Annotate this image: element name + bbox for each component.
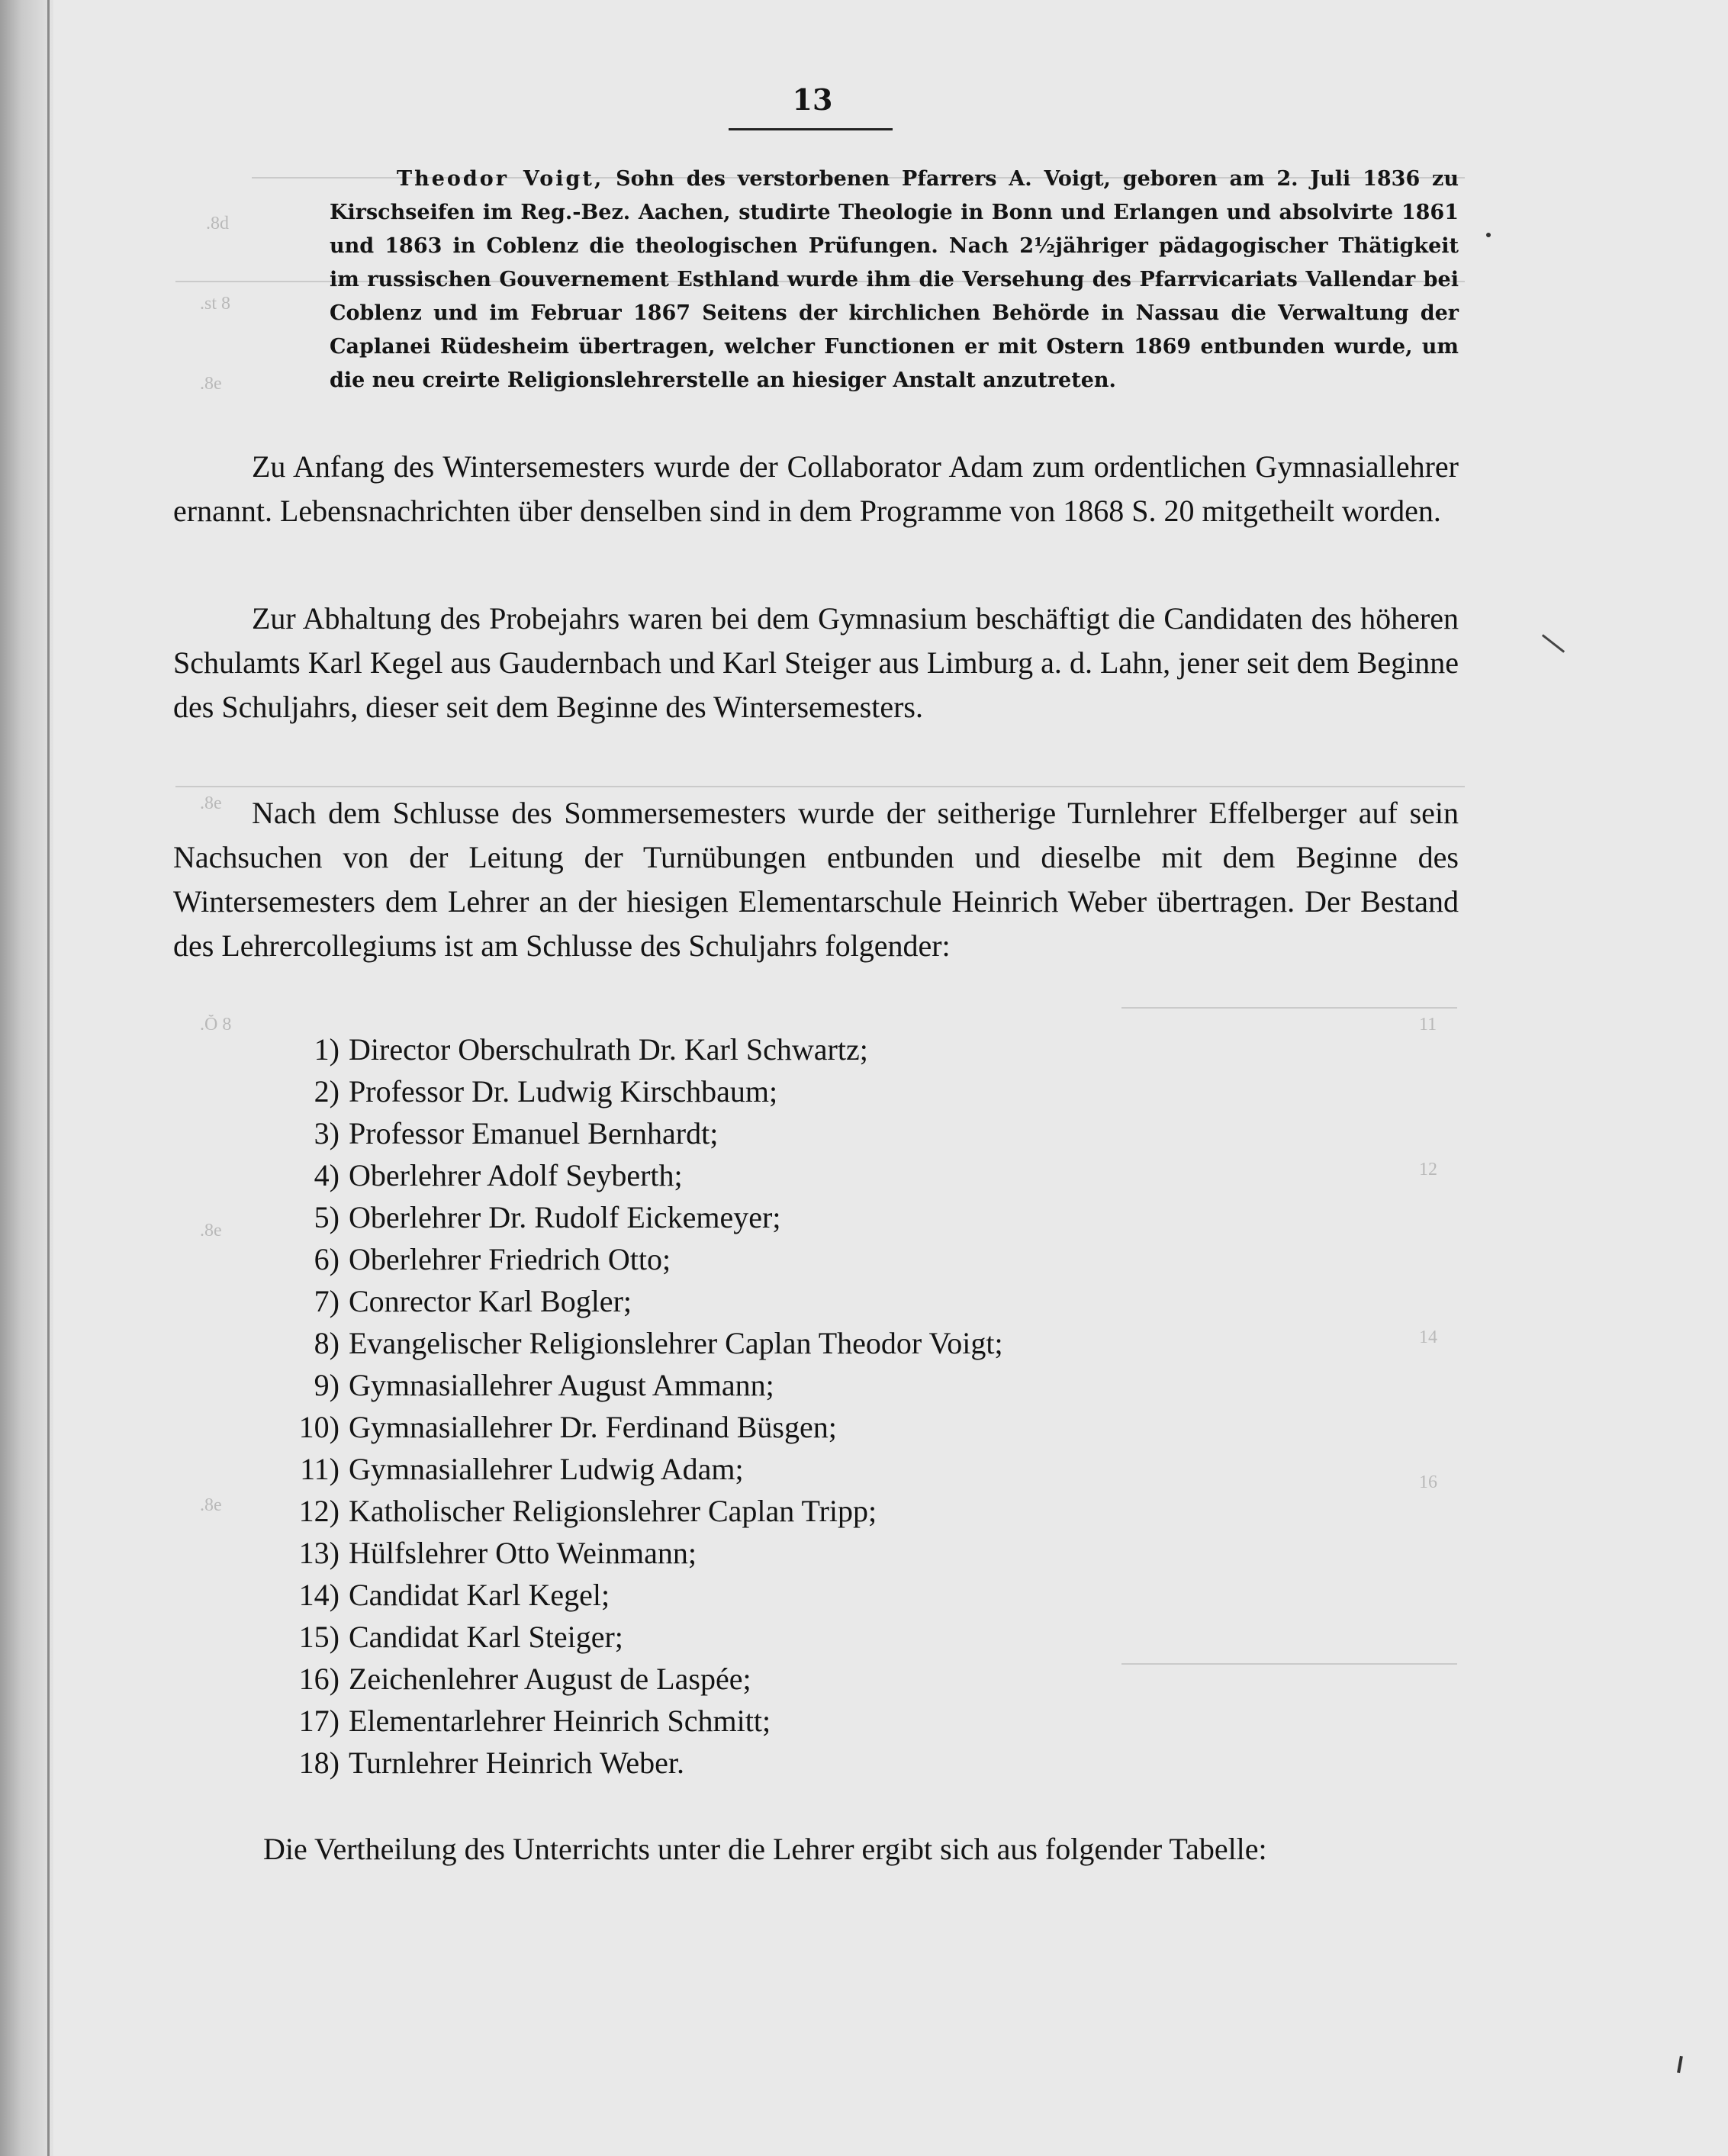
list-item (275, 1574, 1343, 1616)
page-number: 13 (792, 82, 833, 117)
list-item-number: 16) (298, 1662, 339, 1696)
list-item-number: 18) (298, 1746, 339, 1780)
paragraph-text: Zu Anfang des Wintersemesters wurde der Collaborator Adam zum ordentlichen Gymnasiallehrer ernannt. Lebensnachrichten über denselben sind in dem Programme von 1868 S. 20 mitgetheilt worden. (173, 449, 1459, 528)
list-item-text: Evangelischer Religionslehrer Caplan Theodor Voigt; (349, 1326, 1003, 1360)
list-item-text: Elementarlehrer Heinrich Schmitt; (349, 1704, 771, 1738)
list-item-number: 3) (314, 1116, 339, 1150)
list-item (275, 1448, 1343, 1490)
list-item-text: Candidat Karl Kegel; (349, 1578, 610, 1612)
paragraph-gymnastics-teacher (173, 791, 1459, 968)
ink-speck (1486, 233, 1491, 237)
show-through-text: .8d (206, 214, 229, 233)
list-item-number: 13) (298, 1536, 339, 1570)
page-number-rule (729, 128, 893, 130)
closing-sentence: Die Vertheilung des Unterrichts unter die Lehrer ergibt sich aus folgender Tabelle: (263, 1832, 1267, 1866)
list-item (275, 1280, 1343, 1322)
list-item-number: 5) (314, 1200, 339, 1234)
list-item-text: Hülfslehrer Otto Weinmann; (349, 1536, 697, 1570)
list-item (275, 1406, 1343, 1448)
list-item-number: 15) (298, 1620, 339, 1654)
paragraph-text: Nach dem Schlusse des Sommersemesters wurde der seitherige Turnlehrer Effelberger auf sein Nachsuchen von der Leitung der Turnübungen entbunden und dieselbe mit dem Beginne des Wintersemesters dem Lehrer an der hiesigen Elementarschule Heinrich Weber übertragen. Der Bestand des Lehrercollegiums ist am Schlusse des Schuljahrs folgender: (173, 796, 1459, 963)
list-item (275, 1028, 1343, 1070)
list-item (275, 1364, 1343, 1406)
list-item (275, 1658, 1343, 1700)
list-item-number: 2) (314, 1074, 339, 1109)
show-through-text: 11 (1419, 1015, 1437, 1035)
list-item-text: Oberlehrer Dr. Rudolf Eickemeyer; (349, 1200, 781, 1234)
show-through-text: .8e (200, 1495, 222, 1515)
show-through-line (175, 786, 1465, 787)
list-item-number: 10) (298, 1410, 339, 1444)
list-item-number: 12) (298, 1494, 339, 1528)
show-through-text: .8e (200, 374, 222, 394)
list-item (275, 1616, 1343, 1658)
list-item-text: Professor Emanuel Bernhardt; (349, 1116, 719, 1150)
list-item (275, 1112, 1343, 1154)
list-item (275, 1196, 1343, 1238)
list-item-text: Gymnasiallehrer Ludwig Adam; (349, 1452, 744, 1486)
list-item-text: Director Oberschulrath Dr. Karl Schwartz; (349, 1032, 868, 1067)
ink-stroke (1677, 2056, 1683, 2073)
biography-text: Sohn des verstorbenen Pfarrers A. Voigt, geboren am 2. Juli 1836 zu Kirschseifen im Reg.-Bez. Aachen, studirte Theologie in Bonn und Erlangen und absolvirte 1861 und 1863 in Coblenz die theologischen Prüfungen. Nach 2½jähriger pädagogischer Thätigkeit im russischen Gouvernement Esthland wurde ihm die Versehung des Pfarrvicariats Vallendar bei Coblenz und im Februar 1867 Seitens der kirchlichen Behörde in Nassau die Verwaltung der Caplanei Rüdesheim übertragen, welcher Functionen er mit Ostern 1869 entbunden wurde, um die neu creirte Religionslehrerstelle an hiesiger Anstalt anzutreten. (330, 167, 1459, 392)
list-item (275, 1154, 1343, 1196)
list-item-text: Gymnasiallehrer Dr. Ferdinand Büsgen; (349, 1410, 837, 1444)
list-item (275, 1742, 1343, 1784)
list-item (275, 1490, 1343, 1532)
show-through-line (1121, 1007, 1457, 1009)
list-item-number: 4) (314, 1158, 339, 1192)
show-through-text: 14 (1419, 1327, 1437, 1347)
list-item-text: Gymnasiallehrer August Ammann; (349, 1368, 774, 1402)
teacher-biography (330, 163, 1459, 397)
ink-stroke (1542, 634, 1565, 653)
list-item-text: Katholischer Religionslehrer Caplan Tripp; (349, 1494, 877, 1528)
list-item-number: 9) (314, 1368, 339, 1402)
list-item-number: 7) (314, 1284, 339, 1318)
list-item-text: Professor Dr. Ludwig Kirschbaum; (349, 1074, 778, 1109)
list-item-text: Oberlehrer Adolf Seyberth; (349, 1158, 683, 1192)
list-item-number: 1) (314, 1032, 339, 1067)
page-fold-line (47, 0, 50, 2156)
list-item-text: Turnlehrer Heinrich Weber. (349, 1746, 684, 1780)
list-item-text: Conrector Karl Bogler; (349, 1284, 632, 1318)
list-item (275, 1322, 1343, 1364)
list-item-number: 8) (314, 1326, 339, 1360)
list-item-text: Zeichenlehrer August de Laspée; (349, 1662, 751, 1696)
show-through-text: .Ŏ 8 (200, 1015, 232, 1035)
paragraph-promotion (173, 445, 1459, 533)
list-item-number: 17) (298, 1704, 339, 1738)
list-item (275, 1532, 1343, 1574)
biography-name: Theodor Voigt, (397, 167, 604, 191)
list-item-text: Oberlehrer Friedrich Otto; (349, 1242, 671, 1276)
show-through-text: 16 (1419, 1472, 1437, 1492)
paragraph-probationary-year (173, 597, 1459, 729)
page-edge-shadow (0, 0, 53, 2156)
show-through-text: 12 (1419, 1160, 1437, 1179)
paragraph-text: Zur Abhaltung des Probejahrs waren bei dem Gymnasium beschäftigt die Candidaten des höheren Schulamts Karl Kegel aus Gaudernbach und Karl Steiger aus Limburg a. d. Lahn, jener seit dem Beginne des Schuljahrs, dieser seit dem Beginne des Wintersemesters. (173, 601, 1459, 724)
list-item (275, 1238, 1343, 1280)
list-item (275, 1070, 1343, 1112)
show-through-text: .8e (200, 1221, 222, 1241)
list-item-number: 14) (298, 1578, 339, 1612)
show-through-text: .8e (200, 793, 222, 813)
teacher-list (275, 1028, 1343, 1784)
list-item-number: 11) (300, 1452, 339, 1486)
show-through-text: .st 8 (200, 294, 231, 314)
list-item-text: Candidat Karl Steiger; (349, 1620, 623, 1654)
list-item (275, 1700, 1343, 1742)
list-item-number: 6) (314, 1242, 339, 1276)
